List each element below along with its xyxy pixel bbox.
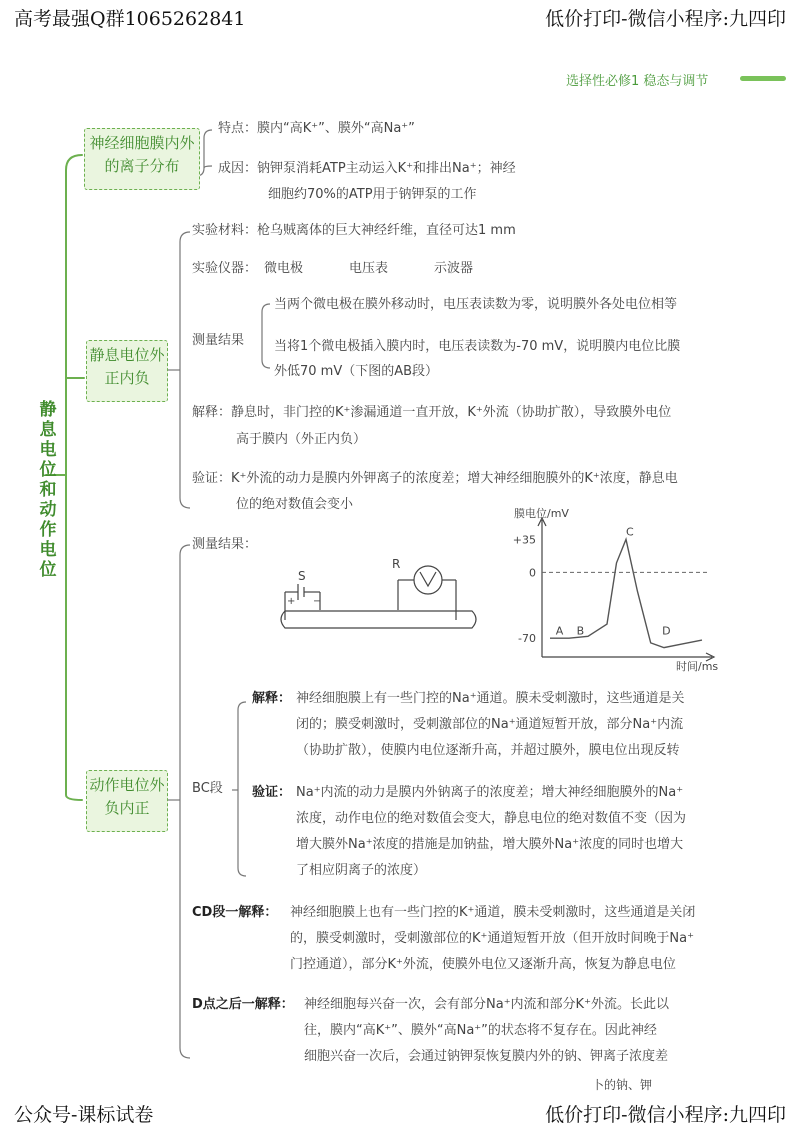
point-label-b: B	[576, 624, 585, 638]
section-label: 选择性必修1 稳态与调节	[566, 74, 709, 89]
distribution-features: 特点：膜内“高K⁺”、膜外“高Na⁺”	[218, 121, 415, 136]
y-tick-label: 0	[529, 566, 536, 580]
d-text-3: 细胞兴奋一次后，会通过钠钾泵恢复膜内外的钠、钾离子浓度差	[304, 1049, 669, 1064]
resting-result-label: 测量结果	[192, 333, 245, 348]
resting-material: 实验材料：枪乌贼离体的巨大神经纤维，直径可达1 mm	[192, 223, 516, 238]
resting-explain-2: 高于膜内（外正内负）	[236, 432, 367, 447]
instrument-item: 微电极	[264, 261, 304, 276]
resting-potential-box: 静息电位外正内负	[86, 340, 168, 402]
bc-label: BC段	[192, 781, 223, 796]
bc-verify-1: Na⁺内流的动力是膜内外钠离子的浓度差；增大神经细胞膜外的Na⁺	[296, 785, 684, 800]
main-title: 静息电位和动作电位	[39, 400, 57, 580]
cd-text-1: 神经细胞膜上也有一些门控的K⁺通道，膜未受刺激时，这些通道是关闭	[290, 905, 696, 920]
battery-plus-sign: +	[287, 596, 296, 607]
resting-explain-1: 解释：静息时，非门控的K⁺渗漏通道一直开放，K⁺外流（协助扩散），导致膜外电位	[192, 405, 672, 420]
bc-explain-3: （协助扩散），使膜内电位逐渐升高，并超过膜外，膜电位出现反转	[296, 743, 680, 758]
cd-label: CD段一解释：	[192, 905, 278, 920]
label-s: S	[298, 569, 306, 583]
point-label-c: C	[626, 525, 634, 539]
bc-verify-3: 增大膜外Na⁺浓度的措施是加钠盐，增大膜外Na⁺浓度的同时也增大	[296, 837, 684, 852]
d-text-2: 往，膜内“高K⁺”、膜外“高Na⁺”的状态将不复存在。因此神经	[304, 1023, 657, 1038]
bottom-right-watermark: 低价打印-微信小程序:九四印	[545, 1104, 786, 1126]
action-potential-box: 动作电位外负内正	[86, 770, 168, 832]
action-measure-label: 测量结果：	[192, 537, 258, 552]
bottom-fragment-text: 卜的钠、钾	[592, 1078, 653, 1092]
top-left-watermark: 高考最强Q群1065262841	[14, 8, 246, 30]
top-right-watermark: 低价打印-微信小程序:九四印	[545, 8, 786, 30]
bc-verify-4: 了相应阴离子的浓度）	[296, 863, 427, 878]
bc-verify-2: 浓度，动作电位的绝对数值会变大，静息电位的绝对数值不变（因为	[296, 811, 687, 826]
distribution-cause-2: 细胞约70%的ATP用于钠钾泵的工作	[268, 187, 477, 202]
d-label: D点之后一解释：	[192, 997, 294, 1012]
bc-explain-1: 神经细胞膜上有一些门控的Na⁺通道。膜未受刺激时，这些通道是关	[296, 691, 685, 706]
series-line	[550, 539, 702, 647]
label-r: R	[392, 557, 401, 571]
resting-verify-1: 验证：K⁺外流的动力是膜内外钾离子的浓度差；增大神经细胞膜外的K⁺浓度，静息电	[192, 471, 678, 486]
instrument-item: 电压表	[349, 261, 389, 276]
resting-result-1: 当两个微电极在膜外移动时，电压表读数为零，说明膜外各处电位相等	[274, 297, 678, 312]
y-tick-label: +35	[512, 533, 536, 547]
chart-ylabel: 膜电位/mV	[514, 507, 569, 520]
point-label-a: A	[555, 624, 564, 638]
chart-xlabel: 时间/ms	[676, 660, 719, 673]
y-tick-label: -70	[518, 632, 536, 646]
resting-verify-2: 位的绝对数值会变小	[236, 497, 354, 512]
bottom-left-watermark: 公众号-课标试卷	[14, 1104, 154, 1126]
resting-result-2a: 当将1个微电极插入膜内时，电压表读数为-70 mV，说明膜内电位比膜	[274, 339, 681, 354]
instrument-item: 示波器	[434, 261, 474, 276]
resting-result-2b: 外低70 mV（下图的AB段）	[274, 364, 439, 379]
resting-instruments-label: 实验仪器：	[192, 261, 258, 276]
point-label-d: D	[662, 624, 671, 638]
cd-text-2: 的，膜受刺激时，受刺激部位的K⁺通道短暂开放（但开放时间晚于Na⁺	[290, 931, 694, 946]
distribution-box: 神经细胞膜内外的离子分布	[84, 128, 200, 190]
cd-text-3: 门控通道），部分K⁺外流，使膜外电位又逐渐升高，恢复为静息电位	[290, 957, 676, 972]
d-text-1: 神经细胞每兴奋一次，会有部分Na⁺内流和部分K⁺外流。长此以	[304, 997, 669, 1012]
battery-minus-sign: −	[313, 596, 322, 607]
distribution-cause-1: 成因：钠钾泵消耗ATP主动运入K⁺和排出Na⁺；神经	[218, 161, 516, 176]
bc-explain-label: 解释：	[252, 691, 292, 706]
bc-explain-2: 闭的；膜受刺激时，受刺激部位的Na⁺通道短暂开放，部分Na⁺内流	[296, 717, 684, 732]
bc-verify-label: 验证：	[252, 785, 292, 800]
